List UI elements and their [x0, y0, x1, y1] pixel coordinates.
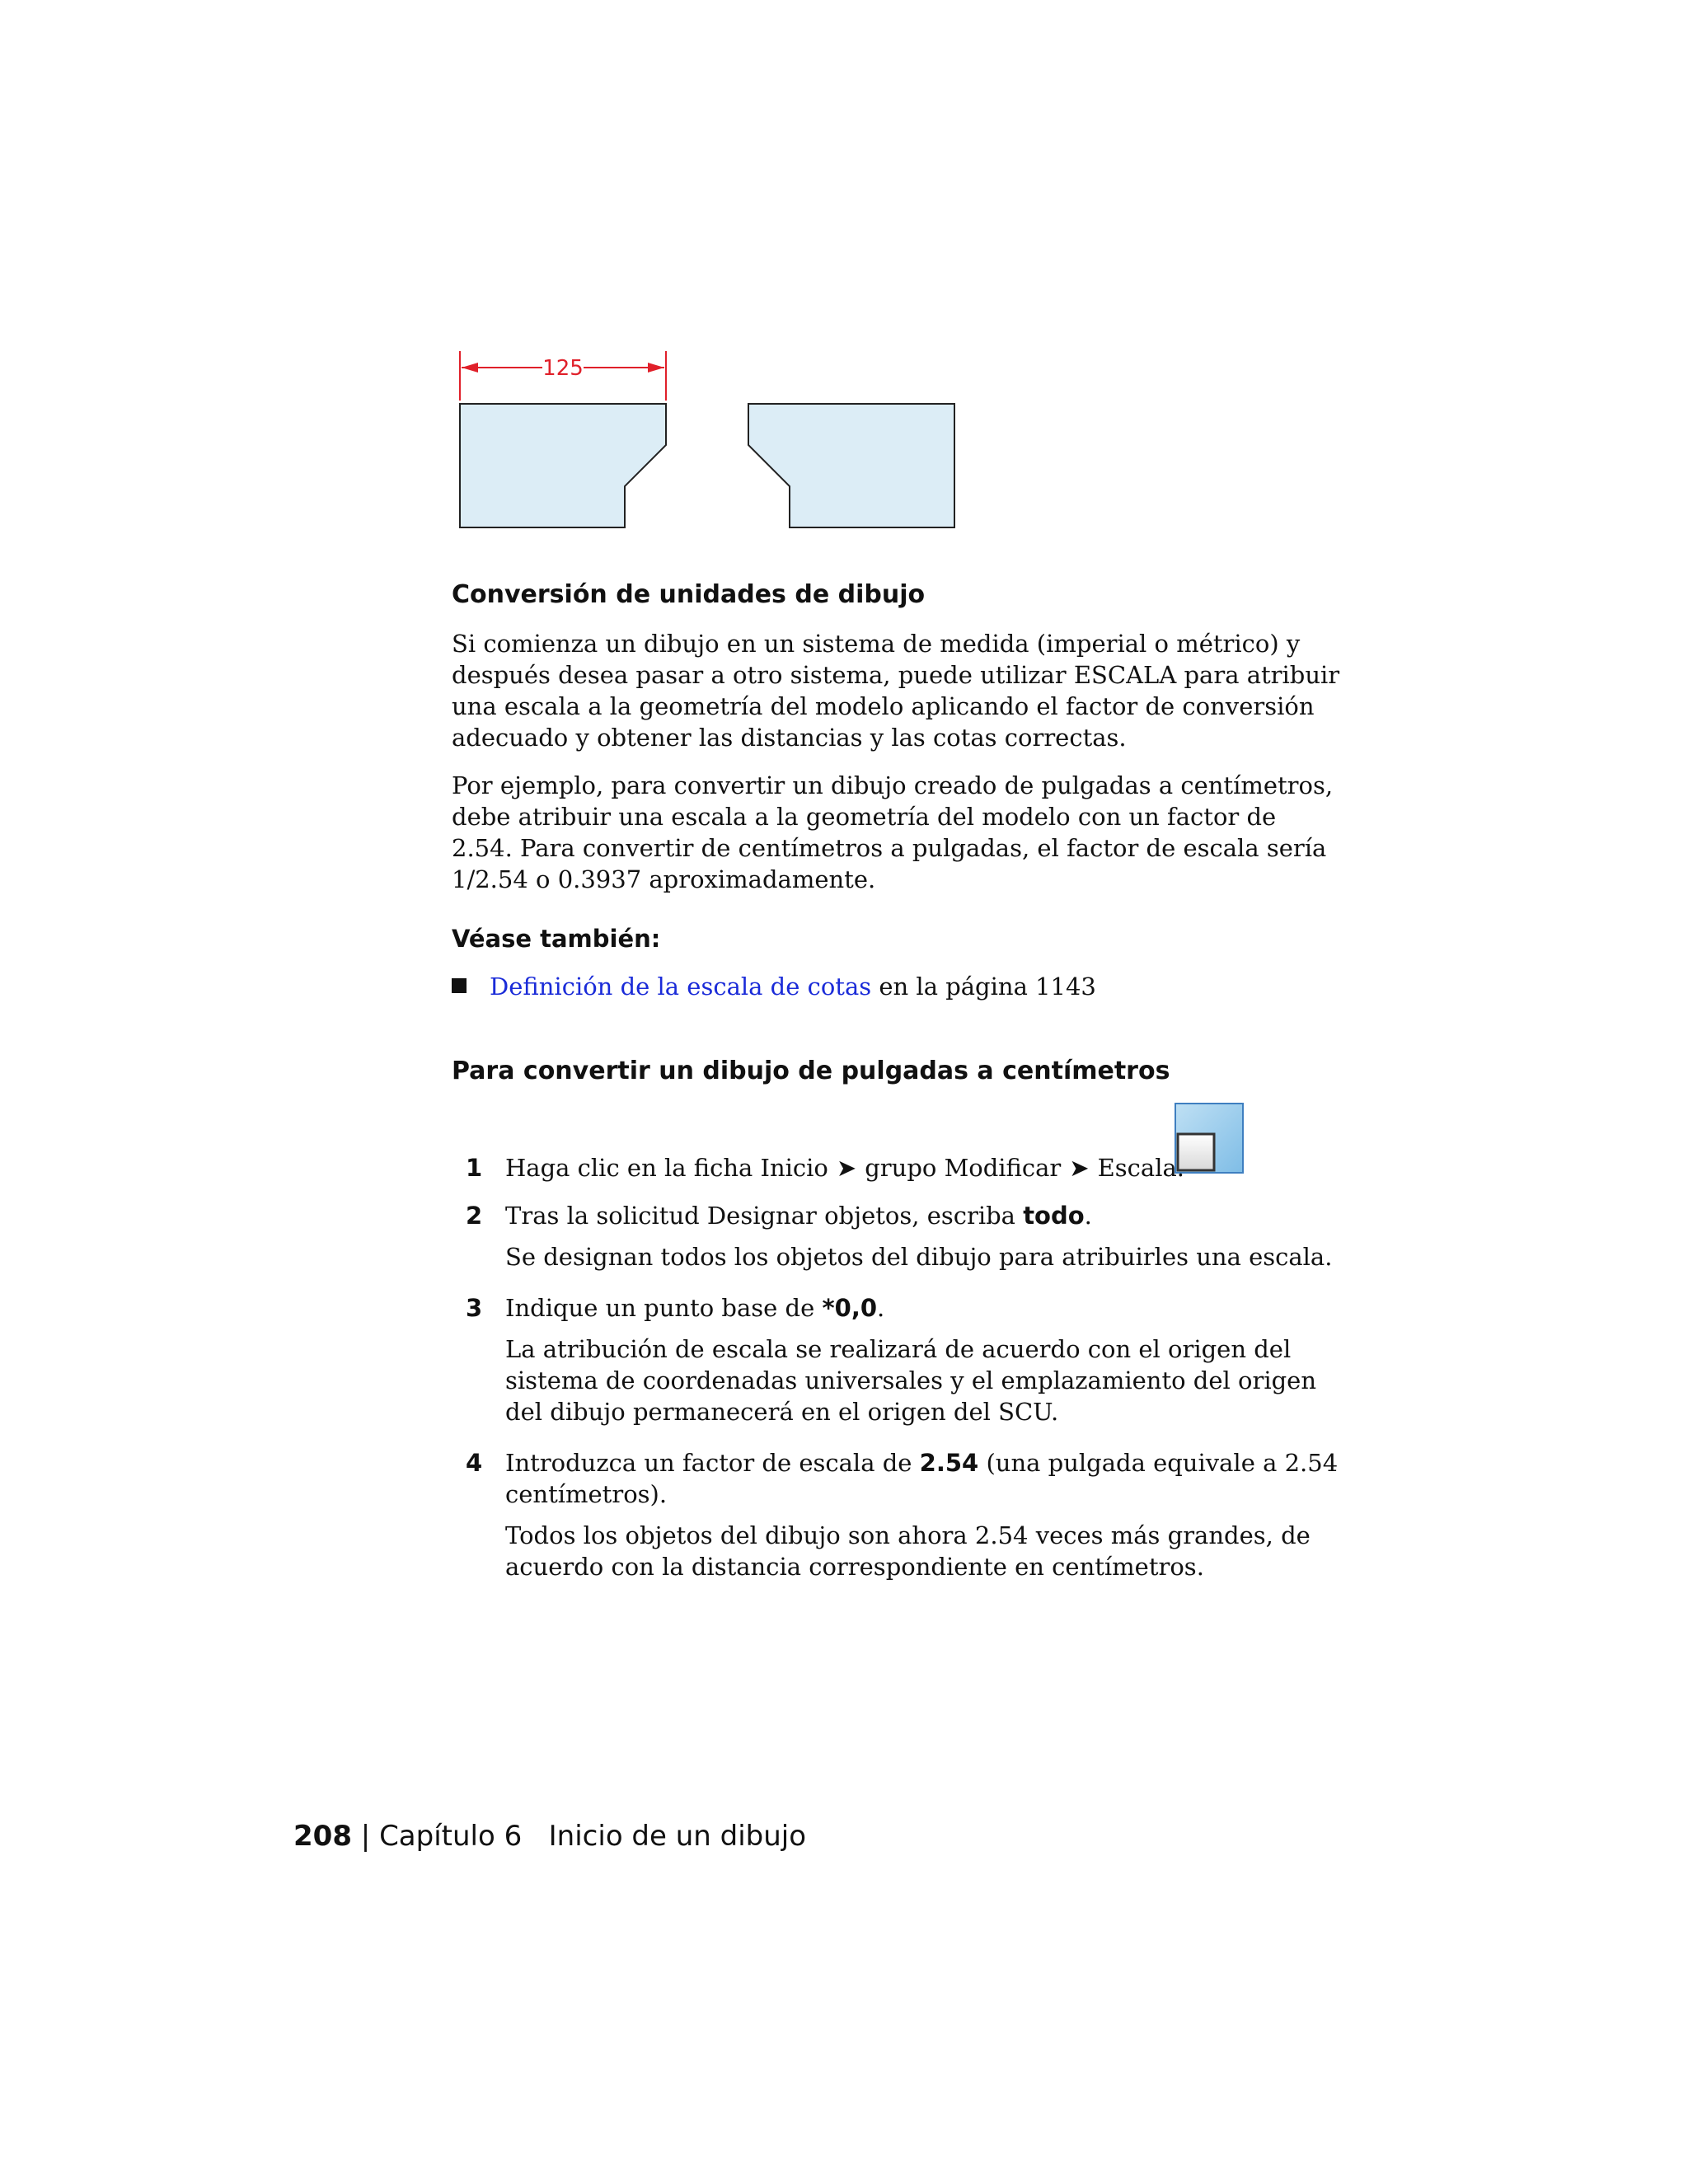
step-4-result: Todos los objetos del dibujo son ahora 2.54 veces más grandes, de acuerdo con la distancia correspondiente en centímetros.: [505, 1521, 1311, 1581]
chevron-right-icon: ➤: [1069, 1154, 1090, 1182]
see-also-label: Véase también:: [452, 925, 661, 953]
left-shape: [460, 404, 666, 527]
page-footer: [293, 1820, 806, 1853]
step-number: 1: [466, 1154, 483, 1182]
step-text: Introduzca un factor de escala de 2.54 (una pulgada equivale a 2.54 centímetros).: [505, 1449, 1339, 1508]
step-number: 4: [466, 1449, 483, 1477]
paragraph-example: Por ejemplo, para convertir un dibujo creado de pulgadas a centímetros, debe atribuir una escala a la geometría del modelo con un factor de 2.54. Para convertir de centímetros a pulgadas, el factor de escala sería 1/2.54 o 0.3937 aproximadamente.: [452, 771, 1334, 893]
step-number: 3: [466, 1294, 483, 1322]
right-shape: [748, 404, 954, 527]
dimension-label: 125: [542, 356, 584, 381]
section-heading-procedure: Para convertir un dibujo de pulgadas a centímetros: [452, 1057, 1170, 1085]
link-page-ref: en la página 1143: [871, 972, 1096, 1001]
section-heading-conversion: Conversión de unidades de dibujo: [452, 580, 926, 609]
step-3-result: La atribución de escala se realizará de acuerdo con el origen del sistema de coordenadas universales y el emplazamiento del origen del dibujo permanecerá en el origen del SCU.: [505, 1335, 1317, 1426]
step-number: 2: [466, 1202, 483, 1230]
see-also-item: [452, 971, 1096, 1002]
step-text: Tras la solicitud Designar objetos, escriba todo.: [505, 1202, 1092, 1230]
paragraph-intro: Si comienza un dibujo en un sistema de medida (imperial o métrico) y después desea pasar a otro sistema, puede utilizar ESCALA para atribuir una escala a la geometría del modelo aplicando el factor de conversión adecuado y obtener las distancias y las cotas correctas.: [452, 630, 1340, 752]
bullet-square-icon: [452, 978, 467, 993]
scale-example-figure: [445, 344, 973, 542]
page-number: 208: [293, 1820, 352, 1853]
step-text: Indique un punto base de *0,0.: [505, 1294, 885, 1322]
footer-separator: |: [351, 1820, 380, 1853]
link-escala-cotas[interactable]: Definición de la escala de cotas: [490, 972, 872, 1001]
step-text: Haga clic en la ficha Inicio ➤ grupo Modificar ➤ Escala.: [505, 1154, 1184, 1182]
step-2-result: Se designan todos los objetos del dibujo para atribuirles una escala.: [505, 1243, 1333, 1271]
chevron-right-icon: ➤: [836, 1154, 857, 1182]
chapter-title: Capítulo 6 Inicio de un dibujo: [379, 1820, 807, 1853]
